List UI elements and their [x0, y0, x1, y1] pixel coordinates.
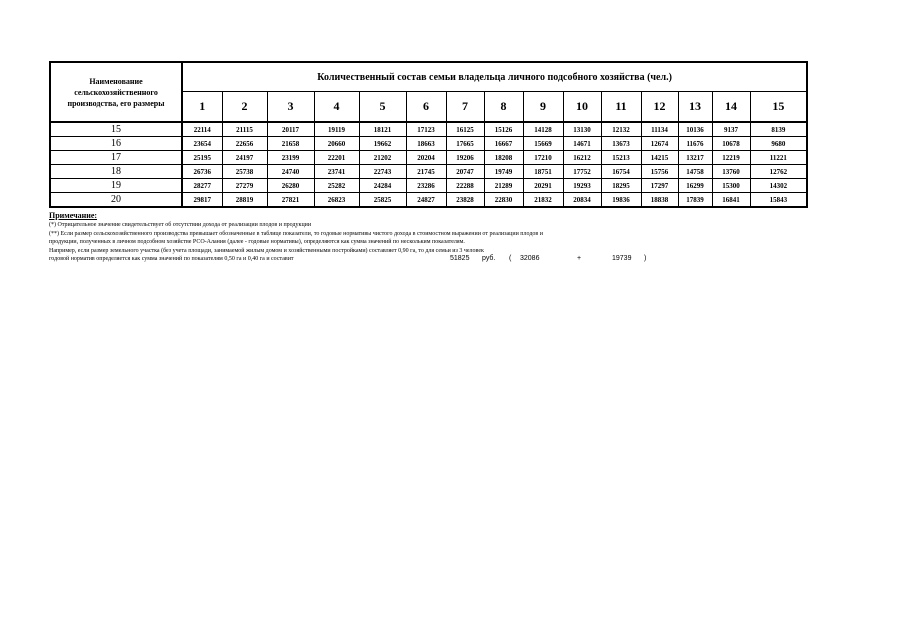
calculation-close-paren: ) [644, 255, 647, 262]
column-number-9: 9 [523, 92, 563, 123]
table-cell: 18208 [484, 151, 523, 165]
row-size-cell: 15 [50, 122, 182, 137]
note-line-negative: (*) Отрицательное значение свидетельствует об отсутствии дохода от реализации плодов и продукции [49, 222, 312, 228]
table-cell: 12219 [712, 151, 750, 165]
table-cell: 27821 [267, 193, 314, 208]
table-body [50, 122, 807, 207]
table-cell: 26280 [267, 179, 314, 193]
note-line-example: Например, если размер земельного участка (без учета площади, занимаемой жилым домом и хозяйственными постройками) составляет 0,90 га, то для семьи из 3 человек [49, 247, 484, 254]
table-cell: 18121 [359, 122, 406, 137]
note-line-calculation [49, 255, 809, 264]
table-cell: 23741 [314, 165, 359, 179]
table-cell: 25825 [359, 193, 406, 208]
table-cell: 21745 [406, 165, 446, 179]
table-row [50, 165, 807, 179]
table-cell: 17210 [523, 151, 563, 165]
table-cell: 15756 [641, 165, 678, 179]
table-row [50, 122, 807, 137]
table-cell: 13217 [678, 151, 712, 165]
table-cell: 22288 [446, 179, 484, 193]
column-number-8: 8 [484, 92, 523, 123]
table-cell: 22201 [314, 151, 359, 165]
note-line-exceed: (**) Если размер сельскохозяйственного производства превышает обозначенные в таблице показатели, то годовые нормативы чистого дохода в стоимостном выражении от реализации плодов и [49, 230, 543, 237]
table-cell: 12132 [601, 122, 641, 137]
table-cell: 18295 [601, 179, 641, 193]
column-number-6: 6 [406, 92, 446, 123]
column-number-13: 13 [678, 92, 712, 123]
table-cell: 22830 [484, 193, 523, 208]
notes-section [49, 211, 809, 264]
table-cell: 17839 [678, 193, 712, 208]
table-header-row [50, 62, 807, 92]
pricing-sheet [49, 61, 808, 208]
table-cell: 19293 [563, 179, 601, 193]
table-cell: 9137 [712, 122, 750, 137]
table-cell: 22743 [359, 165, 406, 179]
table-cell: 16212 [563, 151, 601, 165]
table-cell: 17123 [406, 122, 446, 137]
row-size-cell: 19 [50, 179, 182, 193]
table-cell: 26736 [182, 165, 222, 179]
table-cell: 12674 [641, 137, 678, 151]
table-cell: 16667 [484, 137, 523, 151]
table-cell: 20291 [523, 179, 563, 193]
table-cell: 20747 [446, 165, 484, 179]
table-cell: 18838 [641, 193, 678, 208]
table-cell: 15213 [601, 151, 641, 165]
table-row [50, 179, 807, 193]
calculation-plus: + [577, 255, 582, 262]
table-cell: 28277 [182, 179, 222, 193]
table-row [50, 193, 807, 208]
table-cell: 11221 [750, 151, 807, 165]
table-cell: 25282 [314, 179, 359, 193]
table-cell: 25195 [182, 151, 222, 165]
column-number-14: 14 [712, 92, 750, 123]
table-cell: 16841 [712, 193, 750, 208]
table-cell: 10678 [712, 137, 750, 151]
table-cell: 22656 [222, 137, 267, 151]
table-cell: 13760 [712, 165, 750, 179]
table-cell: 21115 [222, 122, 267, 137]
table-cell: 26823 [314, 193, 359, 208]
table-cell: 28819 [222, 193, 267, 208]
calculation-open-paren: ( [509, 255, 512, 262]
header-production-name: Наименование сельскохозяйственного производства, его размеры [50, 62, 182, 122]
table-cell: 25738 [222, 165, 267, 179]
row-size-cell: 20 [50, 193, 182, 208]
column-number-1: 1 [182, 92, 222, 123]
column-number-7: 7 [446, 92, 484, 123]
row-size-cell: 17 [50, 151, 182, 165]
table-cell: 14758 [678, 165, 712, 179]
calculation-unit: руб. [482, 255, 496, 262]
table-cell: 20204 [406, 151, 446, 165]
column-number-15: 15 [750, 92, 807, 123]
table-cell: 13673 [601, 137, 641, 151]
table-row [50, 151, 807, 165]
table-cell: 17752 [563, 165, 601, 179]
column-number-4: 4 [314, 92, 359, 123]
column-number-10: 10 [563, 92, 601, 123]
row-size-cell: 18 [50, 165, 182, 179]
table-cell: 19662 [359, 137, 406, 151]
table-cell: 24740 [267, 165, 314, 179]
column-number-5: 5 [359, 92, 406, 123]
table-cell: 20834 [563, 193, 601, 208]
calculation-term-b: 19739 [612, 255, 632, 262]
table-cell: 8139 [750, 122, 807, 137]
table-cell: 15300 [712, 179, 750, 193]
table-cell: 20660 [314, 137, 359, 151]
table-cell: 21658 [267, 137, 314, 151]
note-line-sum-rule: продукции, полученных в личном подсобном хозяйстве РСО-Алания (далее - годовые нормативы), определяются как сумма значений по нескольким показателям. [49, 239, 465, 245]
table-cell: 19749 [484, 165, 523, 179]
table-cell: 18751 [523, 165, 563, 179]
calculation-text: годовой норматив определяется как сумма значений по показателям 0,50 га и 0,40 га и составит [49, 256, 294, 262]
row-size-cell: 16 [50, 137, 182, 151]
table-cell: 21202 [359, 151, 406, 165]
table-cell: 17297 [641, 179, 678, 193]
table-cell: 22114 [182, 122, 222, 137]
table-cell: 29817 [182, 193, 222, 208]
table-cell: 19206 [446, 151, 484, 165]
table-cell: 17665 [446, 137, 484, 151]
header-family-size-title: Количественный состав семьи владельца личного подсобного хозяйства (чел.) [182, 62, 807, 92]
table-cell: 14671 [563, 137, 601, 151]
table-cell: 14128 [523, 122, 563, 137]
table-cell: 23828 [446, 193, 484, 208]
table-cell: 27279 [222, 179, 267, 193]
table-cell: 13130 [563, 122, 601, 137]
table-cell: 23286 [406, 179, 446, 193]
table-cell: 12762 [750, 165, 807, 179]
column-number-3: 3 [267, 92, 314, 123]
table-cell: 11134 [641, 122, 678, 137]
table-cell: 24284 [359, 179, 406, 193]
table-cell: 19836 [601, 193, 641, 208]
table-cell: 15126 [484, 122, 523, 137]
table-cell: 14302 [750, 179, 807, 193]
table-row [50, 137, 807, 151]
table-cell: 14215 [641, 151, 678, 165]
table-cell: 20117 [267, 122, 314, 137]
income-norms-table [49, 61, 808, 208]
calculation-term-a: 32086 [520, 255, 540, 262]
table-cell: 9680 [750, 137, 807, 151]
table-cell: 10136 [678, 122, 712, 137]
table-cell: 18663 [406, 137, 446, 151]
table-cell: 23199 [267, 151, 314, 165]
notes-heading: Примечание: [49, 211, 98, 220]
column-number-12: 12 [641, 92, 678, 123]
table-cell: 24827 [406, 193, 446, 208]
table-cell: 19119 [314, 122, 359, 137]
calculation-total: 51825 [450, 255, 470, 262]
table-cell: 15669 [523, 137, 563, 151]
column-number-2: 2 [222, 92, 267, 123]
table-cell: 16754 [601, 165, 641, 179]
table-cell: 21832 [523, 193, 563, 208]
table-cell: 23654 [182, 137, 222, 151]
table-cell: 16299 [678, 179, 712, 193]
column-number-11: 11 [601, 92, 641, 123]
table-cell: 21289 [484, 179, 523, 193]
table-cell: 16125 [446, 122, 484, 137]
table-cell: 24197 [222, 151, 267, 165]
table-cell: 15843 [750, 193, 807, 208]
table-cell: 11676 [678, 137, 712, 151]
